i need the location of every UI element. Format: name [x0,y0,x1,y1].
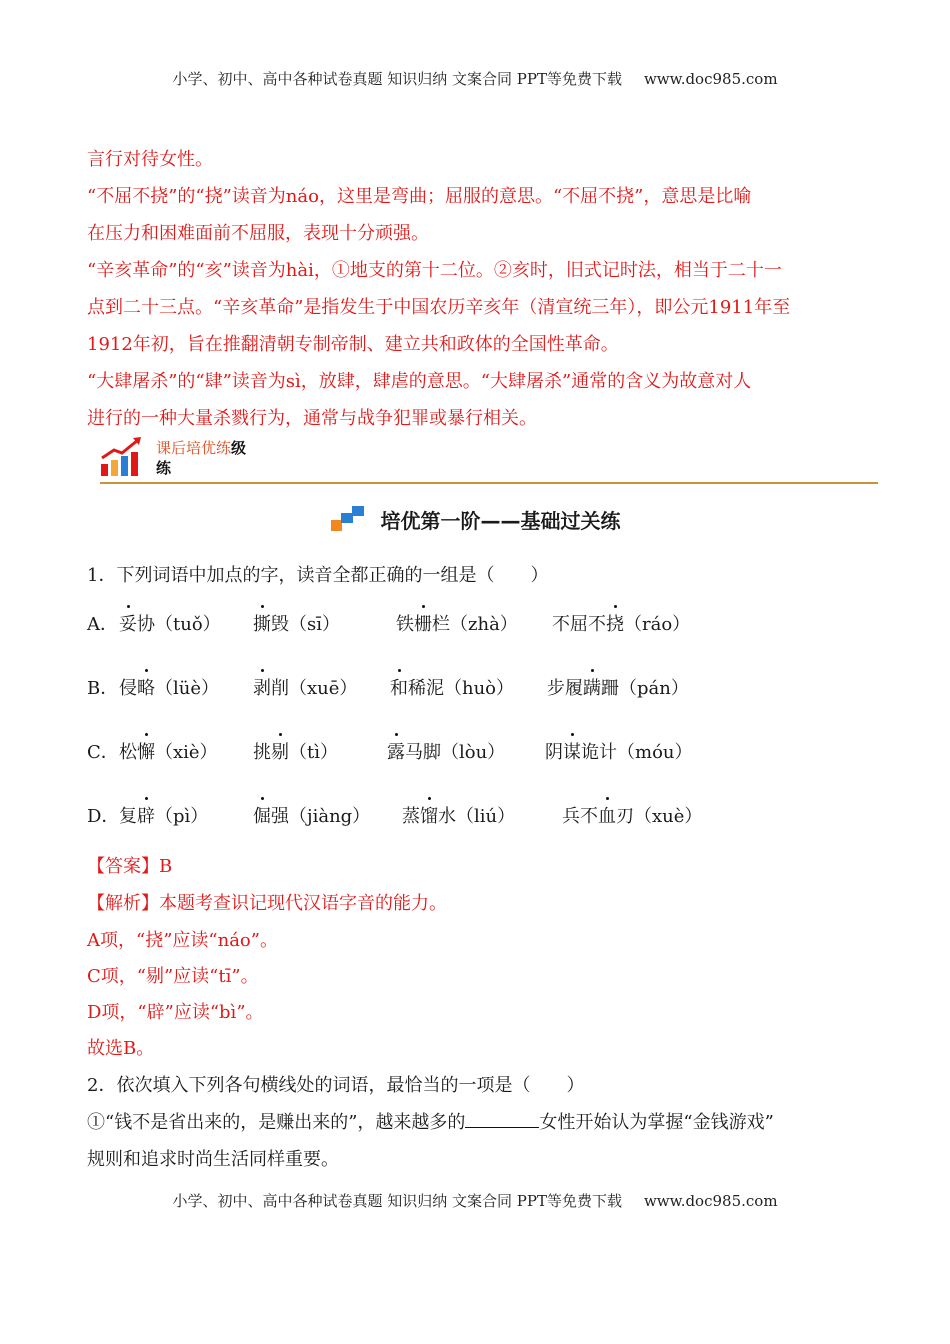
explanation-line: 1912年初，旨在推翻清朝专制帝制、建立共和政体的全国性革命。 [87,334,619,355]
banner-title-part2: 级 [231,439,247,457]
option-item: 不屈不挠（ráo） [552,610,690,636]
dotted-char: 剥 [253,674,271,700]
option-item: 松懈（xiè） [119,738,218,764]
analysis-line: D项，“辟”应读“bì”。 [87,1002,264,1023]
option-letter: D． [87,806,120,827]
option-letter: C． [87,742,119,763]
analysis-line: C项，“剔”应读“tī”。 [87,966,259,987]
page-footer [0,1190,950,1211]
explanation-line: “辛亥革命”的“亥”读音为hài，①地支的第十二位。②亥时，旧式记时法，相当于二十一 [87,260,782,281]
option-item: 侵略（lüè） [119,674,219,700]
page-header [0,68,950,89]
footer-text: 小学、初中、高中各种试卷真题 知识归纳 文案合同 PPT等免费下载 [172,1192,622,1210]
option-item: 妥协（tuǒ） [119,610,221,636]
bar-chart-icon [100,436,144,478]
practice-banner [100,436,880,486]
header-text: 小学、初中、高中各种试卷真题 知识归纳 文案合同 PPT等免费下载 [172,70,622,88]
option-letter: B． [87,678,119,699]
question-2-line1-post: 女性开始认为掌握“金钱游戏” [539,1112,774,1133]
dotted-char: 剔 [271,738,289,764]
fill-blank[interactable] [465,1109,539,1128]
section-title-text: 培优第一阶——基础过关练 [380,508,621,533]
dotted-char: 馏 [420,802,438,828]
section-title [0,504,950,540]
analysis-line: 故选B。 [87,1038,155,1059]
option-item: 露马脚（lòu） [387,738,505,764]
explanation-line: “大肆屠杀”的“肆”读音为sì，放肆，肆虐的意思。“大肆屠杀”通常的含义为故意对人 [87,371,752,392]
option-item: 倔强（jiàng） [253,802,370,828]
answer-label: 【答案】B [87,856,173,877]
option-item: 复辟（pì） [119,802,208,828]
dotted-char: 挠 [606,610,624,636]
explanation-line: 在压力和困难面前不屈服，表现十分顽强。 [87,223,429,244]
dotted-char: 懈 [137,738,155,764]
dotted-char: 谋 [563,738,581,764]
explanation-line: 进行的一种大量杀戮行为，通常与战争犯罪或暴行相关。 [87,408,537,429]
analysis-line: 【解析】本题考查识记现代汉语字音的能力。 [87,893,447,914]
dotted-char: 妥 [119,610,137,636]
question-1-stem: 1．下列词语中加点的字，读音全都正确的一组是（ ） [87,565,549,586]
dotted-char: 露 [387,738,405,764]
option-letter: A． [87,614,118,635]
header-url[interactable]: www.doc985.com [643,70,778,88]
dotted-char: 略 [137,674,155,700]
question-2-line1-pre: ①“钱不是省出来的，是赚出来的”，越来越多的 [87,1112,466,1133]
option-item: 兵不血刃（xuè） [562,802,702,828]
banner-divider [100,482,878,484]
option-item: 挑剔（tì） [253,738,338,764]
question-2-line [87,1108,774,1134]
dotted-char: 和 [390,674,408,700]
option-item: 剥削（xuē） [253,674,357,700]
dotted-char: 蹒 [583,674,601,700]
explanation-line: 点到二十三点。“辛亥革命”是指发生于中国农历辛亥年（清宣统三年），即公元1911年至 [87,297,791,318]
option-item: 撕毁（sī） [253,610,340,636]
analysis-line: A项，“挠”应读“náo”。 [87,930,278,951]
option-item: 阴谋诡计（móu） [545,738,693,764]
dotted-char: 栅 [414,610,432,636]
dotted-char: 血 [598,802,616,828]
explanation-line: 言行对待女性。 [87,149,213,170]
banner-title-part1: 课后培优练 [156,439,232,457]
banner-title [156,438,246,478]
explanation-line: “不屈不挠”的“挠”读音为náo，这里是弯曲；屈服的意思。“不屈不挠”，意思是比喻 [87,186,752,207]
banner-title-part3: 练 [156,459,172,477]
footer-url[interactable]: www.doc985.com [643,1192,778,1210]
dotted-char: 撕 [253,610,271,636]
blocks-icon [329,504,369,534]
option-item: 蒸馏水（liú） [402,802,515,828]
dotted-char: 倔 [253,802,271,828]
option-item: 和稀泥（huò） [390,674,514,700]
option-item: 铁栅栏（zhà） [396,610,518,636]
question-2-stem: 2．依次填入下列各句横线处的词语，最恰当的一项是（ ） [87,1075,585,1096]
dotted-char: 辟 [137,802,155,828]
option-item: 步履蹒跚（pán） [547,674,689,700]
question-2-line2: 规则和追求时尚生活同样重要。 [87,1149,339,1170]
